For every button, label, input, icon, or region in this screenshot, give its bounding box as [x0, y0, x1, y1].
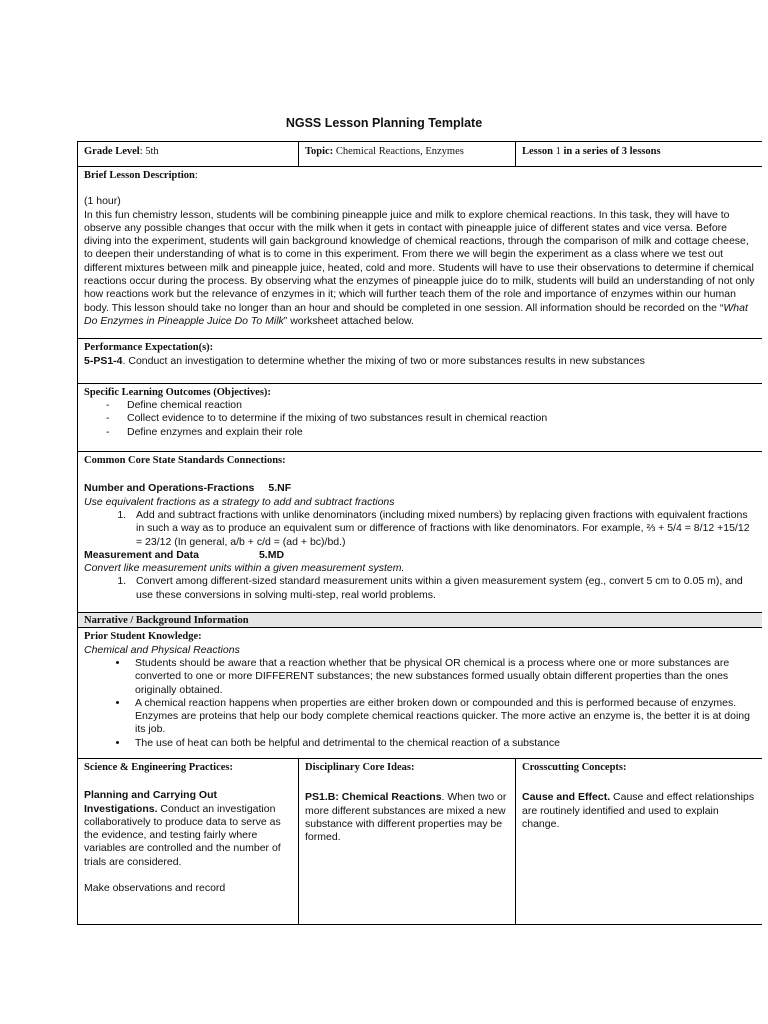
ccss-row: [78, 452, 763, 613]
list-item: - Define enzymes and explain their role: [106, 426, 757, 439]
brief-description-row: [78, 167, 763, 339]
crosscutting-heading: Crosscutting Concepts:: [522, 761, 627, 773]
performance-code: 5-PS1-4: [84, 354, 123, 367]
list-item: 1. Convert among different-sized standard measurement units within a given measurement system (eg., convert 5 cm to 0.05 m), and use these conversions in solving multi-step, real world problems.: [129, 575, 757, 602]
narrative-heading: Narrative / Background Information: [84, 615, 249, 627]
md-title: Measurement and Data: [84, 548, 199, 561]
page-title: NGSS Lesson Planning Template: [285, 116, 483, 130]
prior-knowledge-row: [78, 628, 763, 759]
practices-text: Conduct an investigation collaboratively to produce data to serve as the evidence, and testing fairly where variables are controlled and the number of trials are considered.: [84, 802, 281, 868]
list-item: 1. Add and subtract fractions with unlike denominators (including mixed numbers) by replacing given fractions with equivalent fractions in such a way as to produce an equivalent sum or difference of fractions with like denominators. For example, ⅔ + 5/4 = 8/12 +15/12 = 23/12 (In general, a/b + c/d = (ad + bc)/bd.): [129, 509, 757, 549]
list-item: • Students should be aware that a reaction whether that be physical OR chemical is a process where one or more substances are converted to one or more DIFFERENT substances; the new substances formed usually obtain different properties than the ones originally obtained.: [129, 657, 757, 697]
ccss-heading: Common Core State Standards Connections:: [84, 455, 286, 467]
nf-list: [84, 509, 757, 549]
brief-description-text: [84, 209, 757, 329]
performance-expectation-heading: Performance Expectation(s):: [84, 342, 214, 354]
learning-outcomes-list: [84, 399, 757, 439]
brief-body-end: ” worksheet attached below.: [283, 314, 414, 327]
topic-value: Chemical Reactions, Enzymes: [333, 146, 464, 157]
lesson-suffix: in a series of 3 lessons: [560, 146, 661, 157]
nf-code: 5.NF: [268, 482, 292, 495]
nf-subtitle: Use equivalent fractions as a strategy to add and subtract fractions: [84, 495, 395, 508]
ccss-cell: [78, 452, 763, 613]
crosscutting-cell: [516, 758, 763, 924]
prior-knowledge-subtitle: Chemical and Physical Reactions: [84, 643, 240, 656]
md-code: 5.MD: [258, 548, 285, 561]
performance-expectation-cell: [78, 339, 763, 384]
md-list: [84, 575, 757, 602]
brief-description-heading: Brief Lesson Description: [84, 170, 195, 181]
worksheet-title: What Do Enzymes in Pineapple Juice Do To Milk: [84, 301, 748, 327]
learning-outcomes-cell: [78, 383, 763, 451]
practices-cell: [78, 758, 299, 924]
lesson-number-cell: [516, 142, 763, 167]
crosscutting-title: Cause and Effect.: [522, 791, 611, 804]
learning-outcomes-row: [78, 383, 763, 451]
grade-level-value: : 5th: [139, 146, 159, 157]
brief-description-colon: :: [194, 170, 198, 181]
performance-text: . Conduct an investigation to determine whether the mixing of two or more substances results in new substances: [122, 354, 645, 367]
prior-knowledge-list: [84, 657, 757, 750]
grade-level-cell: [78, 142, 299, 167]
narrative-heading-cell: [78, 613, 763, 628]
lesson-duration: (1 hour): [84, 195, 121, 208]
lesson-plan-document: [77, 141, 762, 927]
lesson-prefix: Lesson: [522, 146, 556, 157]
prior-knowledge-heading: Prior Student Knowledge:: [84, 631, 202, 643]
brief-description-cell: [78, 167, 763, 339]
list-item: • The use of heat can both be helpful and detrimental to the chemical reaction of a substance: [129, 737, 757, 750]
core-ideas-heading: Disciplinary Core Ideas:: [305, 761, 415, 773]
list-item: • A chemical reaction happens when properties are either broken down or compounded and this is performed because of enzymes. Enzymes are proteins that help our body complete chemical reactions quicker. The more active an enzyme is, the better it is at doing its job.: [129, 697, 757, 737]
topic-label: Topic:: [305, 146, 334, 157]
crosscutting-text: Cause and effect relationships are routinely identified and used to explain change.: [522, 791, 755, 830]
brief-body: In this fun chemistry lesson, students will be combining pineapple juice and milk to explore chemical reactions. In this task, they will have to observe any possible changes that occur with the milk when it gets in contact with pineapple juice of different states and vice versa. Before diving into the experiment, students will gain background knowledge of chemical reactions, through the comparison of milk and cottage cheese, to deepen their understanding of what is to come in this experiment. From there we will begin the experiment as a class where we test out different mixtures between milk and pineapple juice, heated, cold and more. Students will have to use their observations to determine if chemical reactions occur during the process. By observing what the enzymes of pineapple juice do to milk, students will build an understanding of not only how reactions work but the relevance of enzymes in it; which will further teach them of the role and importance of enzymes within our human body. This lesson should take no longer than an hour and should be completed in one session. All information should be recorded on the “: [84, 208, 755, 314]
standards-row: [78, 758, 763, 924]
topic-cell: [299, 142, 516, 167]
practices-title: Planning and Carrying Out Investigations.: [84, 789, 218, 815]
practices-text-2: Make observations and record: [84, 882, 226, 895]
list-item: - Define chemical reaction: [106, 399, 757, 412]
lesson-number: 1: [555, 146, 561, 157]
performance-expectation-row: [78, 339, 763, 384]
narrative-heading-row: [78, 613, 763, 628]
core-ideas-cell: [299, 758, 516, 924]
practices-heading: Science & Engineering Practices:: [84, 761, 233, 773]
prior-knowledge-cell: [78, 628, 763, 759]
list-item: - Collect evidence to to determine if the mixing of two substances result in chemical reaction: [106, 412, 757, 425]
grade-level-label: Grade Level: [84, 146, 140, 157]
learning-outcomes-heading: Specific Learning Outcomes (Objectives):: [84, 386, 271, 398]
md-subtitle: Convert like measurement units within a given measurement system.: [84, 562, 405, 575]
lesson-plan-table: [77, 141, 762, 925]
core-ideas-title: PS1.B: Chemical Reactions: [305, 791, 442, 804]
nf-title: Number and Operations-Fractions: [84, 482, 255, 495]
core-ideas-text: . When two or more different substances are mixed a new substance with different properties may be formed.: [305, 791, 507, 844]
header-row: [78, 142, 763, 167]
